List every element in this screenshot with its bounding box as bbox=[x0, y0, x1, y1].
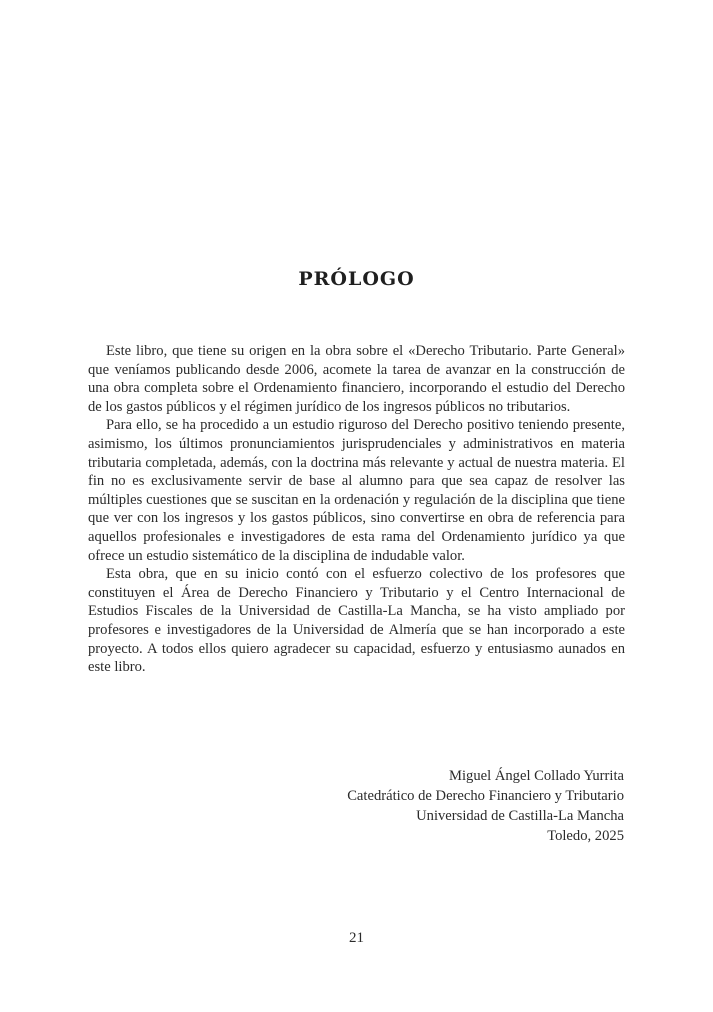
place-date: Toledo, 2025 bbox=[547, 828, 624, 844]
paragraph-3: Esta obra, que en su inicio contó con el esfuerzo colectivo de los profesores que constituyen el Área de Derecho Financiero y Tributario y el Centro Internacional de Estudios Fiscales de la Universidad de Castilla-La Mancha, se ha visto ampliado por profesores e investigadores de la Universidad de Almería que se han incorporado a este proyecto. A todos ellos quiero agradecer su capacidad, esfuerzo y entusiasmo aunados en este libro. bbox=[88, 566, 625, 676]
paragraph-1: Este libro, que tiene su origen en la obra sobre el «Derecho Tributario. Parte General» que veníamos publicando desde 2006, acomete la tarea de avanzar en la construcción de una obra completa sobre el Ordenamiento financiero, incorporando el estudio del Derecho de los gastos públicos y el régimen jurídico de los ingresos públicos no tributarios. bbox=[88, 343, 625, 415]
paragraph-2: Para ello, se ha procedido a un estudio riguroso del Derecho positivo teniendo presente, asimismo, los últimos pronunciamientos jurisprudenciales y administrativos en materia tributaria completada, además, con la doctrina más relevante y actual de nuestra materia. El fin no es exclusivamente servir de base al alumno para que sea capaz de resolver las múltiples cuestiones que se suscitan en la ordenación y regulación de la disciplina que tiene que ver con los ingresos y los gastos públicos, sino convertirse en obra de referencia para aquellos profesionales e investigadores de esta rama del Ordenamiento jurídico ya que ofrece un estudio sistemático de la disciplina de indudable valor. bbox=[88, 417, 625, 564]
author-name: Miguel Ángel Collado Yurrita bbox=[449, 768, 624, 784]
author-position: Catedrático de Derecho Financiero y Tributario bbox=[347, 788, 624, 804]
author-institution: Universidad de Castilla-La Mancha bbox=[416, 808, 624, 824]
page-title: PRÓLOGO bbox=[298, 268, 415, 290]
signature-block bbox=[204, 766, 624, 846]
prologue-body bbox=[88, 342, 625, 677]
page-number: 21 bbox=[349, 930, 364, 946]
